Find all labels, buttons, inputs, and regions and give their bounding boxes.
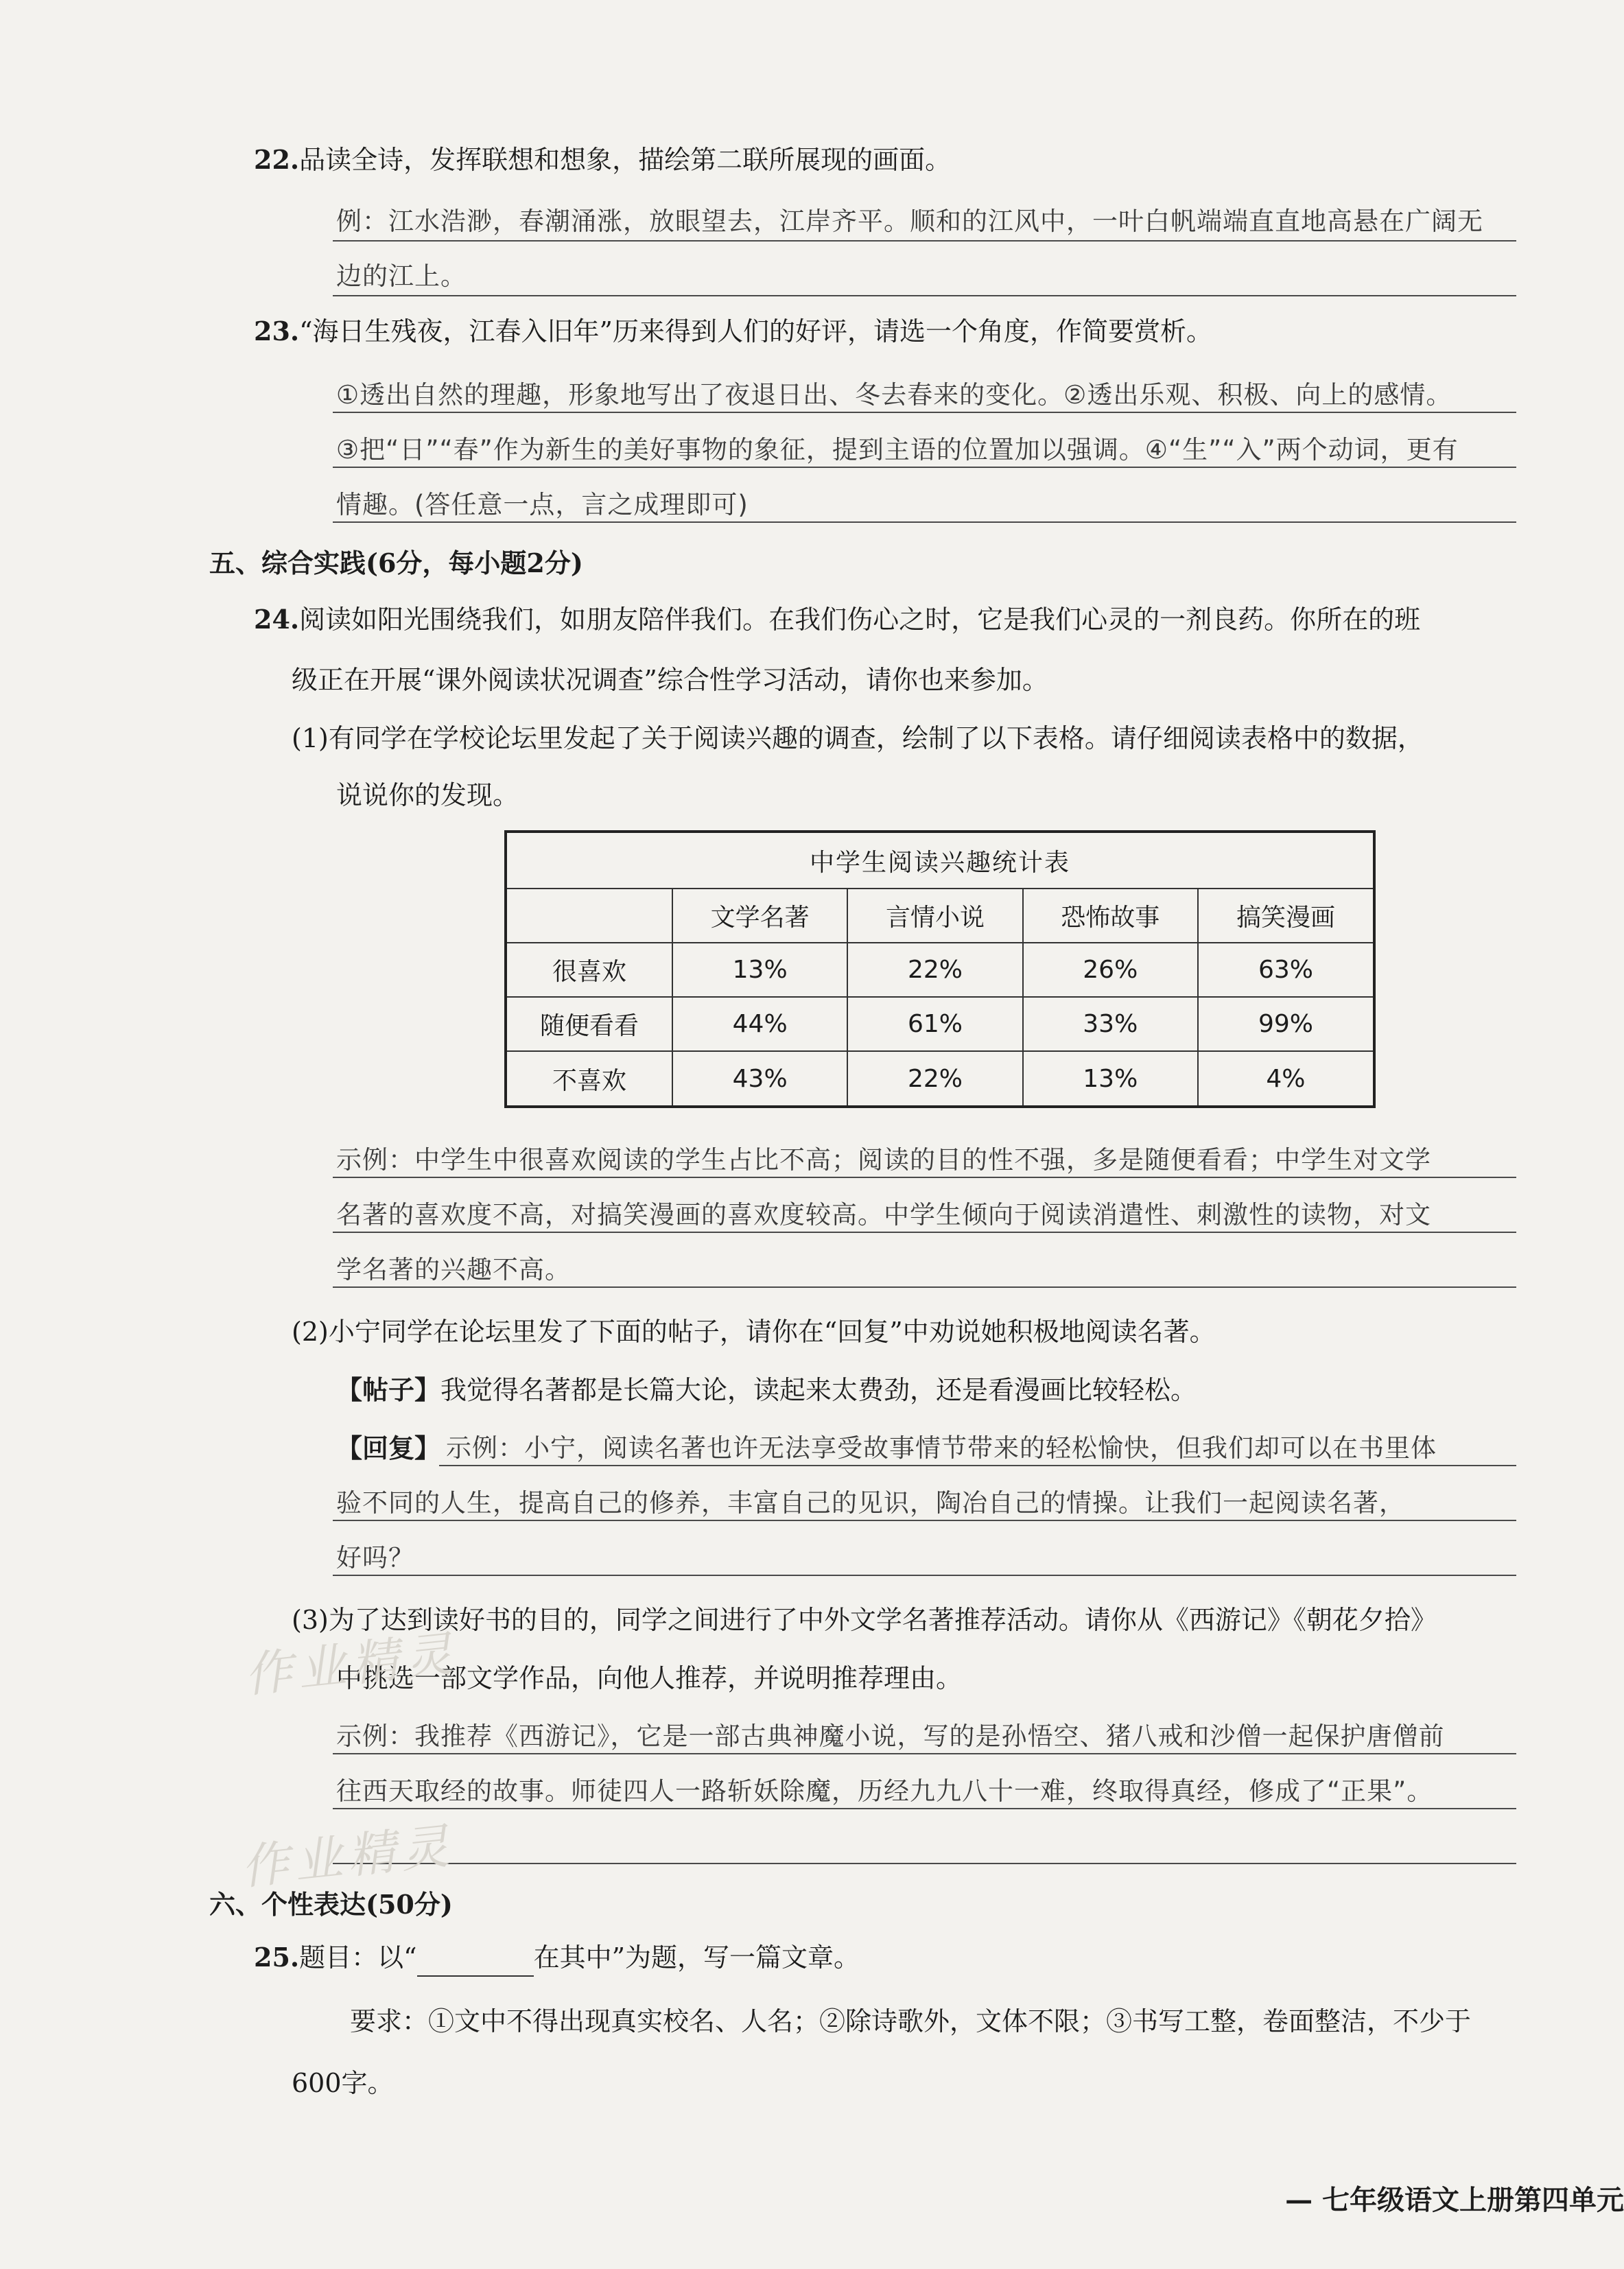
question-text-continued: 级正在开展“课外阅读状况调查”综合性学习活动，请你也来参加。 (292, 665, 1048, 695)
answer-underline (333, 1753, 1516, 1754)
table-row (506, 943, 1374, 997)
reading-interest-table (504, 830, 1376, 1108)
reply-label: 【回复】 (336, 1433, 441, 1463)
section-heading-5: 五、综合实践(6分，每小题2分) (209, 548, 583, 578)
table-row (506, 1051, 1374, 1107)
column-header: 恐怖故事 (1023, 889, 1198, 943)
answer-underline (333, 295, 1516, 296)
table-cell: 33% (1023, 997, 1198, 1051)
question-text: 品读全诗，发挥联想和想象，描绘第二联所展现的画面。 (299, 145, 952, 175)
answer-line: ③把“日”“春”作为新生的美好事物的象征，提到主语的位置加以强调。④“生”“入”两个动词，更有 (336, 435, 1459, 465)
answer-underline (333, 240, 1516, 242)
answer-underline (333, 1232, 1516, 1233)
answer-underline (333, 1520, 1516, 1521)
question-text-after: 在其中”为题，写一篇文章。 (533, 1942, 860, 1973)
column-header: 言情小说 (847, 889, 1022, 943)
page-footer: — 七年级语文上册第四单元 (1285, 2184, 1624, 2216)
table-cell: 99% (1198, 997, 1374, 1051)
sub-question-2: (2)小宁同学在论坛里发了下面的帖子，请你在“回复”中劝说她积极地阅读名著。 (292, 1317, 1216, 1347)
table-cell: 4% (1198, 1051, 1374, 1107)
answer-underline (333, 1808, 1516, 1809)
table-cell: 26% (1023, 943, 1198, 997)
answer-line: 示例：我推荐《西游记》，它是一部古典神魔小说，写的是孙悟空、猪八戒和沙僧一起保护唐僧前 (336, 1721, 1445, 1751)
question-number: 25. (254, 1942, 300, 1973)
table-cell: 63% (1198, 943, 1374, 997)
question-number: 22. (254, 144, 300, 175)
requirements: 要求：①文中不得出现真实校名、人名；②除诗歌外，文体不限；③书写工整，卷面整洁，不少于 (350, 2006, 1472, 2036)
watermark: 作业精灵 (242, 1625, 461, 1704)
answer-line: 情趣。(答任意一点，言之成理即可) (336, 490, 749, 519)
answer-line: 边的江上。 (336, 261, 467, 291)
row-header: 很喜欢 (506, 943, 672, 997)
question-text-before: 题目：以“ (299, 1942, 417, 1973)
question-24 (254, 600, 1420, 639)
answer-line: 往西天取经的故事。师徒四人一路斩妖除魔，历经九九八十一难，终取得真经，修成了“正果”。 (336, 1776, 1433, 1806)
sub-question-1-continued: 说说你的发现。 (336, 780, 519, 810)
table-cell: 13% (672, 943, 847, 997)
answer-line: 示例：小宁，阅读名著也许无法享受故事情节带来的轻松愉快，但我们却可以在书里体 (446, 1433, 1437, 1463)
answer-line: 示例：中学生中很喜欢阅读的学生占比不高；阅读的目的性不强，多是随便看看；中学生对文学 (336, 1145, 1431, 1175)
question-23 (254, 312, 1212, 351)
post-label: 【帖子】 (336, 1374, 441, 1405)
answer-underline (333, 521, 1516, 523)
table-caption: 中学生阅读兴趣统计表 (506, 832, 1374, 889)
question-25 (254, 1938, 860, 1977)
sub-question-3: (3)为了达到读好书的目的，同学之间进行了中外文学名著推荐活动。请你从《西游记》《朝花夕拾》 (292, 1605, 1437, 1635)
requirements-continued: 600字。 (292, 2068, 394, 2098)
post (336, 1369, 1197, 1407)
table-cell: 22% (847, 1051, 1022, 1107)
row-header: 随便看看 (506, 997, 672, 1051)
answer-line: 学名著的兴趣不高。 (336, 1255, 571, 1284)
table-cell: 13% (1023, 1051, 1198, 1107)
table-cell: 22% (847, 943, 1022, 997)
table-cell: 44% (672, 997, 847, 1051)
question-22 (254, 141, 951, 179)
table-corner-cell (506, 889, 672, 943)
question-number: 24. (254, 604, 300, 635)
table-row (506, 997, 1374, 1051)
sub-question-3-continued: 中挑选一部文学作品，向他人推荐，并说明推荐理由。 (336, 1663, 963, 1693)
answer-underline (333, 467, 1516, 468)
question-text: “海日生残夜，江春入旧年”历来得到人们的好评，请选一个角度，作简要赏析。 (299, 316, 1212, 346)
answer-underline (333, 1575, 1516, 1576)
section-heading-6: 六、个性表达(50分) (209, 1889, 453, 1920)
sub-question-1: (1)有同学在学校论坛里发起了关于阅读兴趣的调查，绘制了以下表格。请仔细阅读表格中的数据， (292, 723, 1424, 753)
question-number: 23. (254, 316, 300, 346)
watermark: 作业精灵 (238, 1817, 458, 1896)
answer-underline (333, 1286, 1516, 1288)
column-header: 搞笑漫画 (1198, 889, 1374, 943)
answer-underline (333, 1177, 1516, 1178)
table-cell: 43% (672, 1051, 847, 1107)
answer-underline (333, 1863, 1516, 1864)
answer-underline (439, 1465, 1516, 1466)
table-cell: 61% (847, 997, 1022, 1051)
post-text: 我觉得名著都是长篇大论，读起来太费劲，还是看漫画比较轻松。 (440, 1375, 1197, 1405)
answer-line: 好吗？ (336, 1543, 414, 1573)
answer-underline (333, 412, 1516, 413)
column-header: 文学名著 (672, 889, 847, 943)
row-header: 不喜欢 (506, 1051, 672, 1107)
title-blank (417, 1948, 534, 1977)
answer-line: 例：江水浩渺，春潮涌涨，放眼望去，江岸齐平。顺和的江风中，一叶白帆端端直直地高悬在广阔无 (336, 207, 1483, 236)
answer-line: 验不同的人生，提高自己的修养，丰富自己的见识，陶冶自己的情操。让我们一起阅读名著， (336, 1488, 1405, 1518)
answer-line: ①透出自然的理趣，形象地写出了夜退日出、冬去春来的变化。②透出乐观、积极、向上的感情。 (336, 380, 1452, 410)
question-text: 阅读如阳光围绕我们，如朋友陪伴我们。在我们伤心之时，它是我们心灵的一剂良药。你所在的班 (299, 604, 1421, 635)
answer-line: 名著的喜欢度不高，对搞笑漫画的喜欢度较高。中学生倾向于阅读消遣性、刺激性的读物，对文 (336, 1200, 1431, 1230)
